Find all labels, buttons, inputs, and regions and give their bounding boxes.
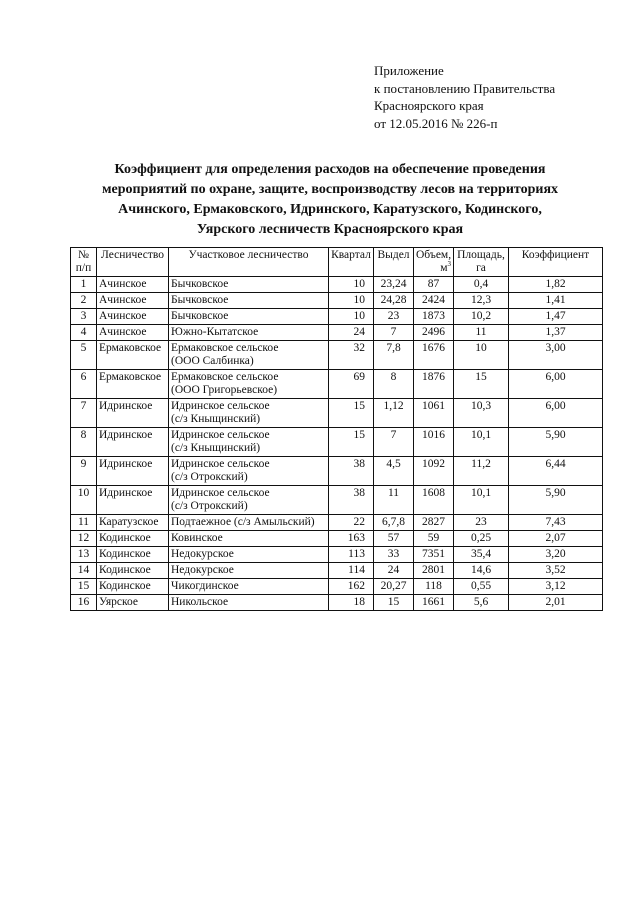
header-area: [454, 248, 509, 277]
cell-allotment: 57: [374, 531, 414, 547]
cell-num: 1: [71, 277, 97, 293]
title-line: Уярского лесничеств Красноярского края: [196, 222, 464, 237]
cell-volume: 1016: [414, 428, 454, 457]
cell-coefficient: 6,00: [509, 370, 603, 399]
cell-district: [169, 579, 329, 595]
cell-quarter: 24: [329, 325, 374, 341]
table-row: [71, 341, 603, 370]
volume-unit: м: [440, 262, 448, 274]
cell-allotment: 1,12: [374, 399, 414, 428]
cell-allotment: 6,7,8: [374, 515, 414, 531]
cell-quarter: 15: [329, 428, 374, 457]
cell-num: 9: [71, 457, 97, 486]
district-line2: (ООО Григорьевское): [171, 384, 278, 396]
cell-coefficient: 3,52: [509, 563, 603, 579]
header-num-line1: №: [78, 249, 89, 261]
cell-district: [169, 277, 329, 293]
title-line: мероприятий по охране, защите, воспроизводству лесов на территориях: [101, 182, 559, 197]
district-line1: Ермаковское сельское: [171, 342, 279, 354]
cell-district: [169, 309, 329, 325]
cell-quarter: 10: [329, 309, 374, 325]
cell-area: 0,55: [454, 579, 509, 595]
cell-volume: 1061: [414, 399, 454, 428]
cell-quarter: 114: [329, 563, 374, 579]
cell-area: 23: [454, 515, 509, 531]
header-num: [71, 248, 97, 277]
district-line1: Ковинское: [171, 532, 223, 544]
table-header-row: [71, 248, 603, 277]
cell-forestry: Каратузское: [97, 515, 169, 531]
cell-coefficient: 3,12: [509, 579, 603, 595]
cell-forestry: Кодинское: [97, 563, 169, 579]
district-line1: Ермаковское сельское: [171, 371, 279, 383]
header-volume-unit: [416, 262, 451, 275]
cell-forestry: Кодинское: [97, 547, 169, 563]
cell-coefficient: 1,47: [509, 309, 603, 325]
cell-num: 6: [71, 370, 97, 399]
cell-allotment: 24: [374, 563, 414, 579]
header-allotment: Выдел: [374, 248, 414, 277]
table-row: [71, 563, 603, 579]
cell-district: [169, 486, 329, 515]
cell-quarter: 18: [329, 595, 374, 611]
cell-quarter: 163: [329, 531, 374, 547]
district-line1: Подтаежное (с/з Амыльский): [171, 516, 315, 528]
cell-volume: 2801: [414, 563, 454, 579]
cell-volume: 1873: [414, 309, 454, 325]
cell-quarter: 162: [329, 579, 374, 595]
district-line2: (с/з Кныщинский): [171, 442, 261, 454]
cell-forestry: Ачинское: [97, 325, 169, 341]
cell-coefficient: 1,82: [509, 277, 603, 293]
cell-num: 14: [71, 563, 97, 579]
cell-area: 12,3: [454, 293, 509, 309]
cell-district: [169, 563, 329, 579]
cell-allotment: 8: [374, 370, 414, 399]
district-line1: Бычковское: [171, 278, 229, 290]
cell-area: 10,1: [454, 428, 509, 457]
cell-area: 0,25: [454, 531, 509, 547]
header-district: Участковое лесничество: [169, 248, 329, 277]
appendix-line: Красноярского края: [374, 98, 484, 113]
table-row: [71, 457, 603, 486]
table-row: [71, 531, 603, 547]
table-row: [71, 309, 603, 325]
table-row: [71, 595, 603, 611]
cell-allotment: 20,27: [374, 579, 414, 595]
table-row: [71, 486, 603, 515]
cell-coefficient: 2,07: [509, 531, 603, 547]
district-line2: (с/з Отрокский): [171, 471, 248, 483]
cell-district: [169, 531, 329, 547]
cell-district: [169, 399, 329, 428]
document-title: [60, 160, 600, 240]
table-row: [71, 515, 603, 531]
district-line1: Бычковское: [171, 310, 229, 322]
district-line1: Бычковское: [171, 294, 229, 306]
cell-quarter: 69: [329, 370, 374, 399]
cell-quarter: 22: [329, 515, 374, 531]
cell-num: 3: [71, 309, 97, 325]
table-row: [71, 547, 603, 563]
cell-coefficient: 6,00: [509, 399, 603, 428]
coefficient-table: [70, 247, 603, 611]
header-volume-line1: Объем,: [416, 249, 452, 261]
cell-allotment: 4,5: [374, 457, 414, 486]
volume-unit-sup: 3: [447, 260, 451, 269]
cell-num: 10: [71, 486, 97, 515]
cell-district: [169, 293, 329, 309]
cell-district: [169, 547, 329, 563]
cell-coefficient: 2,01: [509, 595, 603, 611]
cell-area: 10,1: [454, 486, 509, 515]
cell-num: 5: [71, 341, 97, 370]
district-line1: Идринское сельское: [171, 458, 270, 470]
header-area-line2: га: [476, 262, 486, 274]
cell-quarter: 10: [329, 293, 374, 309]
cell-forestry: Идринское: [97, 486, 169, 515]
cell-forestry: Идринское: [97, 428, 169, 457]
district-line2: (с/з Отрокский): [171, 500, 248, 512]
cell-district: [169, 341, 329, 370]
cell-district: [169, 457, 329, 486]
cell-quarter: 10: [329, 277, 374, 293]
cell-allotment: 7: [374, 428, 414, 457]
district-line1: Идринское сельское: [171, 400, 270, 412]
cell-district: [169, 370, 329, 399]
cell-area: 14,6: [454, 563, 509, 579]
district-line2: (ООО Салбинка): [171, 355, 254, 367]
cell-allotment: 24,28: [374, 293, 414, 309]
cell-num: 15: [71, 579, 97, 595]
table-row: [71, 370, 603, 399]
cell-volume: 2496: [414, 325, 454, 341]
cell-num: 4: [71, 325, 97, 341]
table-row: [71, 293, 603, 309]
cell-quarter: 32: [329, 341, 374, 370]
appendix-block: [374, 62, 624, 132]
header-quarter: Квартал: [329, 248, 374, 277]
cell-area: 10,3: [454, 399, 509, 428]
cell-forestry: Кодинское: [97, 531, 169, 547]
cell-forestry: Ермаковское: [97, 370, 169, 399]
table-row: [71, 325, 603, 341]
cell-forestry: Идринское: [97, 399, 169, 428]
cell-forestry: Кодинское: [97, 579, 169, 595]
district-line2: (с/з Кныщинский): [171, 413, 261, 425]
cell-forestry: Ачинское: [97, 293, 169, 309]
cell-coefficient: 3,00: [509, 341, 603, 370]
cell-volume: 118: [414, 579, 454, 595]
cell-allotment: 23,24: [374, 277, 414, 293]
title-line: Ачинского, Ермаковского, Идринского, Каратузского, Кодинского,: [118, 202, 542, 217]
table-row: [71, 399, 603, 428]
cell-area: 35,4: [454, 547, 509, 563]
header-area-line1: Площадь,: [457, 249, 505, 261]
cell-coefficient: 3,20: [509, 547, 603, 563]
table-row: [71, 277, 603, 293]
cell-area: 10: [454, 341, 509, 370]
header-volume: [414, 248, 454, 277]
cell-volume: 59: [414, 531, 454, 547]
appendix-line: Приложение: [374, 63, 444, 78]
cell-forestry: Уярское: [97, 595, 169, 611]
table-row: [71, 428, 603, 457]
cell-volume: 1608: [414, 486, 454, 515]
appendix-line: к постановлению Правительства: [374, 80, 556, 96]
cell-area: 15: [454, 370, 509, 399]
cell-coefficient: 6,44: [509, 457, 603, 486]
district-line1: Чикогдинское: [171, 580, 239, 592]
cell-quarter: 15: [329, 399, 374, 428]
header-forestry: Лесничество: [97, 248, 169, 277]
cell-volume: 2424: [414, 293, 454, 309]
header-coefficient: Коэффициент: [509, 248, 603, 277]
district-line1: Недокурское: [171, 564, 234, 576]
cell-area: 5,6: [454, 595, 509, 611]
cell-num: 16: [71, 595, 97, 611]
cell-district: [169, 595, 329, 611]
cell-area: 10,2: [454, 309, 509, 325]
cell-volume: 1092: [414, 457, 454, 486]
header-num-line2: п/п: [75, 262, 92, 274]
cell-num: 2: [71, 293, 97, 309]
cell-allotment: 11: [374, 486, 414, 515]
cell-num: 8: [71, 428, 97, 457]
cell-area: 0,4: [454, 277, 509, 293]
title-line: Коэффициент для определения расходов на обеспечение проведения: [114, 162, 546, 177]
cell-coefficient: 5,90: [509, 486, 603, 515]
cell-coefficient: 7,43: [509, 515, 603, 531]
cell-quarter: 38: [329, 457, 374, 486]
cell-volume: 1876: [414, 370, 454, 399]
cell-district: [169, 515, 329, 531]
cell-allotment: 23: [374, 309, 414, 325]
cell-forestry: Идринское: [97, 457, 169, 486]
cell-area: 11: [454, 325, 509, 341]
cell-num: 7: [71, 399, 97, 428]
cell-coefficient: 1,41: [509, 293, 603, 309]
district-line1: Идринское сельское: [171, 487, 270, 499]
district-line1: Южно-Кытатское: [171, 326, 259, 338]
cell-district: [169, 325, 329, 341]
cell-coefficient: 5,90: [509, 428, 603, 457]
cell-num: 11: [71, 515, 97, 531]
cell-quarter: 38: [329, 486, 374, 515]
cell-allotment: 33: [374, 547, 414, 563]
cell-num: 13: [71, 547, 97, 563]
cell-quarter: 113: [329, 547, 374, 563]
cell-volume: 1676: [414, 341, 454, 370]
table-row: [71, 579, 603, 595]
cell-forestry: Ермаковское: [97, 341, 169, 370]
cell-forestry: Ачинское: [97, 309, 169, 325]
district-line1: Никольское: [171, 596, 229, 608]
cell-forestry: Ачинское: [97, 277, 169, 293]
cell-allotment: 15: [374, 595, 414, 611]
cell-volume: 2827: [414, 515, 454, 531]
cell-volume: 1661: [414, 595, 454, 611]
cell-coefficient: 1,37: [509, 325, 603, 341]
cell-num: 12: [71, 531, 97, 547]
cell-area: 11,2: [454, 457, 509, 486]
cell-allotment: 7: [374, 325, 414, 341]
cell-allotment: 7,8: [374, 341, 414, 370]
cell-volume: 87: [414, 277, 454, 293]
district-line1: Идринское сельское: [171, 429, 270, 441]
district-line1: Недокурское: [171, 548, 234, 560]
appendix-line: от 12.05.2016 № 226-п: [374, 115, 498, 131]
cell-volume: 7351: [414, 547, 454, 563]
cell-district: [169, 428, 329, 457]
